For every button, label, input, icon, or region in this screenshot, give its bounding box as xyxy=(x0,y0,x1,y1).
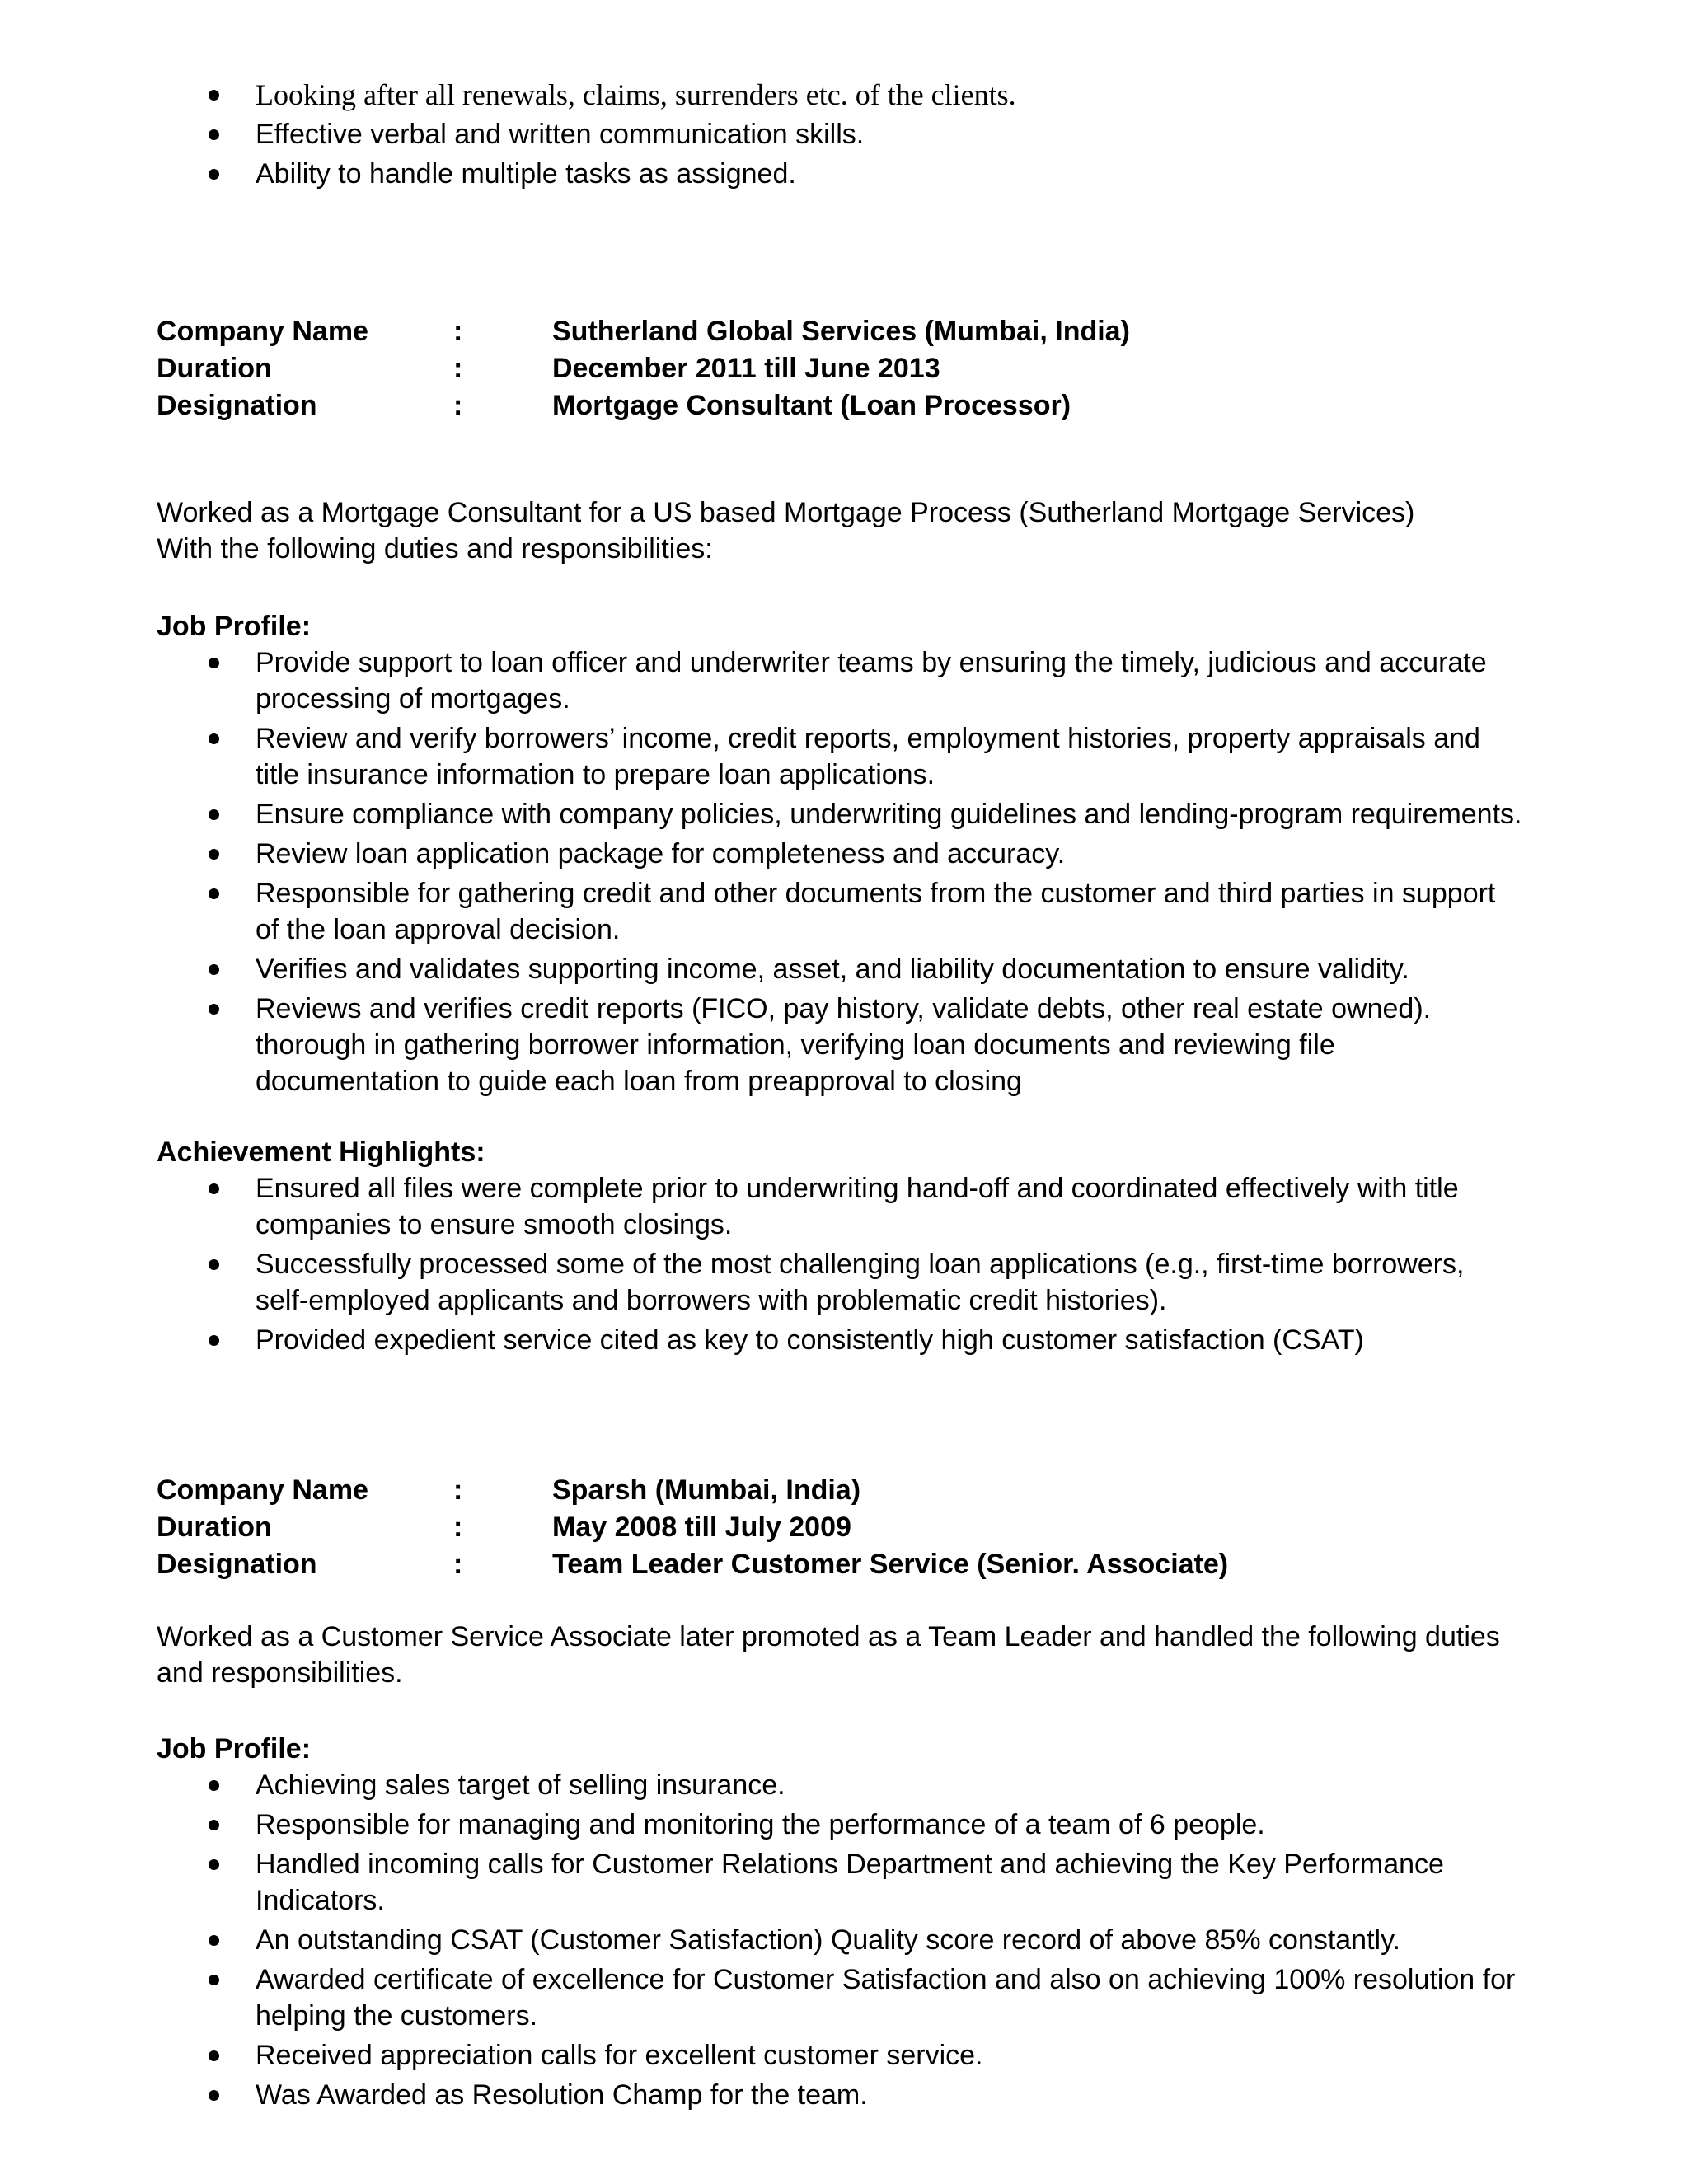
list-item: Successfully processed some of the most challenging loan applications (e.g., first-time borrowers, self-employed applicants and borrowers with problematic credit histories). xyxy=(157,1246,1525,1319)
duration-row xyxy=(157,1509,1228,1546)
colon: : xyxy=(453,390,463,421)
designation-value: Team Leader Customer Service (Senior. Associate) xyxy=(552,1549,1229,1580)
list-item: Ability to handle multiple tasks as assigned. xyxy=(157,156,1525,192)
list-item: Handled incoming calls for Customer Relations Department and achieving the Key Performance Indicators. xyxy=(157,1846,1525,1919)
list-item: Effective verbal and written communication skills. xyxy=(157,116,1525,152)
list-item: Awarded certificate of excellence for Customer Satisfaction and also on achieving 100% resolution for helping the customers. xyxy=(157,1961,1525,2034)
job-profile-heading: Job Profile: xyxy=(157,1733,312,1765)
company-value: Sutherland Global Services (Mumbai, India) xyxy=(552,316,1130,347)
list-item: Ensured all files were complete prior to underwriting hand-off and coordinated effectively with title companies to ensure smooth closings. xyxy=(157,1170,1525,1243)
company-row xyxy=(157,1472,1228,1509)
list-item: Achieving sales target of selling insurance. xyxy=(157,1767,1525,1803)
summary-paragraph: Worked as a Customer Service Associate later promoted as a Team Leader and handled the following duties and responsibilities. xyxy=(157,1621,1500,1689)
duration-label: Duration xyxy=(157,353,272,384)
designation-label: Designation xyxy=(157,1549,317,1580)
duration-value: December 2011 till June 2013 xyxy=(552,353,940,384)
list-item: Provide support to loan officer and underwriter teams by ensuring the timely, judicious and accurate processing of mortgages. xyxy=(157,644,1525,717)
list-item: Reviews and verifies credit reports (FICO, pay history, validate debts, other real estate owned). thorough in gathering borrower information, verifying loan documents and reviewing file documentation to guide each loan from preapproval to closing xyxy=(157,991,1525,1099)
company-value: Sparsh (Mumbai, India) xyxy=(552,1474,861,1506)
colon: : xyxy=(453,1474,463,1506)
job1-job-profile xyxy=(157,608,1525,1103)
duration-row xyxy=(157,350,1130,387)
colon: : xyxy=(453,316,463,347)
list-item: Responsible for gathering credit and other documents from the customer and third parties in support of the loan approval decision. xyxy=(157,875,1525,948)
list-item: Review loan application package for completeness and accuracy. xyxy=(157,836,1525,872)
list-item: Responsible for managing and monitoring the performance of a team of 6 people. xyxy=(157,1807,1525,1843)
job2-job-profile xyxy=(157,1731,1525,2116)
job2-summary xyxy=(157,1619,1525,1691)
designation-row xyxy=(157,387,1130,424)
list-item: Ensure compliance with company policies, underwriting guidelines and lending-program requirements. xyxy=(157,796,1525,832)
list-item: An outstanding CSAT (Customer Satisfaction) Quality score record of above 85% constantly. xyxy=(157,1922,1525,1958)
list-item: Received appreciation calls for excellent customer service. xyxy=(157,2037,1525,2074)
list-item: Verifies and validates supporting income, asset, and liability documentation to ensure validity. xyxy=(157,951,1525,987)
company-row xyxy=(157,313,1130,350)
list-item: Review and verify borrowers’ income, credit reports, employment histories, property appraisals and title insurance information to prepare loan applications. xyxy=(157,720,1525,793)
list-item: Looking after all renewals, claims, surrenders etc. of the clients. xyxy=(157,77,1525,113)
company-label: Company Name xyxy=(157,1474,368,1506)
list-item: Provided expedient service cited as key to consistently high customer satisfaction (CSAT) xyxy=(157,1322,1525,1358)
achievements-heading: Achievement Highlights: xyxy=(157,1137,485,1168)
job1-achievements xyxy=(157,1134,1525,1361)
job1-info xyxy=(157,313,1525,424)
summary-line: With the following duties and responsibilities: xyxy=(157,533,713,565)
company-label: Company Name xyxy=(157,316,368,347)
designation-value: Mortgage Consultant (Loan Processor) xyxy=(552,390,1071,421)
duration-label: Duration xyxy=(157,1511,272,1543)
colon: : xyxy=(453,353,463,384)
designation-row xyxy=(157,1546,1228,1583)
intro-bullet-list xyxy=(157,77,1525,195)
summary-line: Worked as a Mortgage Consultant for a US based Mortgage Process (Sutherland Mortgage Services) xyxy=(157,497,1415,528)
list-item: Was Awarded as Resolution Champ for the team. xyxy=(157,2077,1525,2113)
designation-label: Designation xyxy=(157,390,317,421)
duration-value: May 2008 till July 2009 xyxy=(552,1511,851,1543)
job-profile-heading: Job Profile: xyxy=(157,611,312,642)
colon: : xyxy=(453,1511,463,1543)
job1-summary xyxy=(157,494,1525,567)
job2-info xyxy=(157,1472,1525,1583)
colon: : xyxy=(453,1549,463,1580)
